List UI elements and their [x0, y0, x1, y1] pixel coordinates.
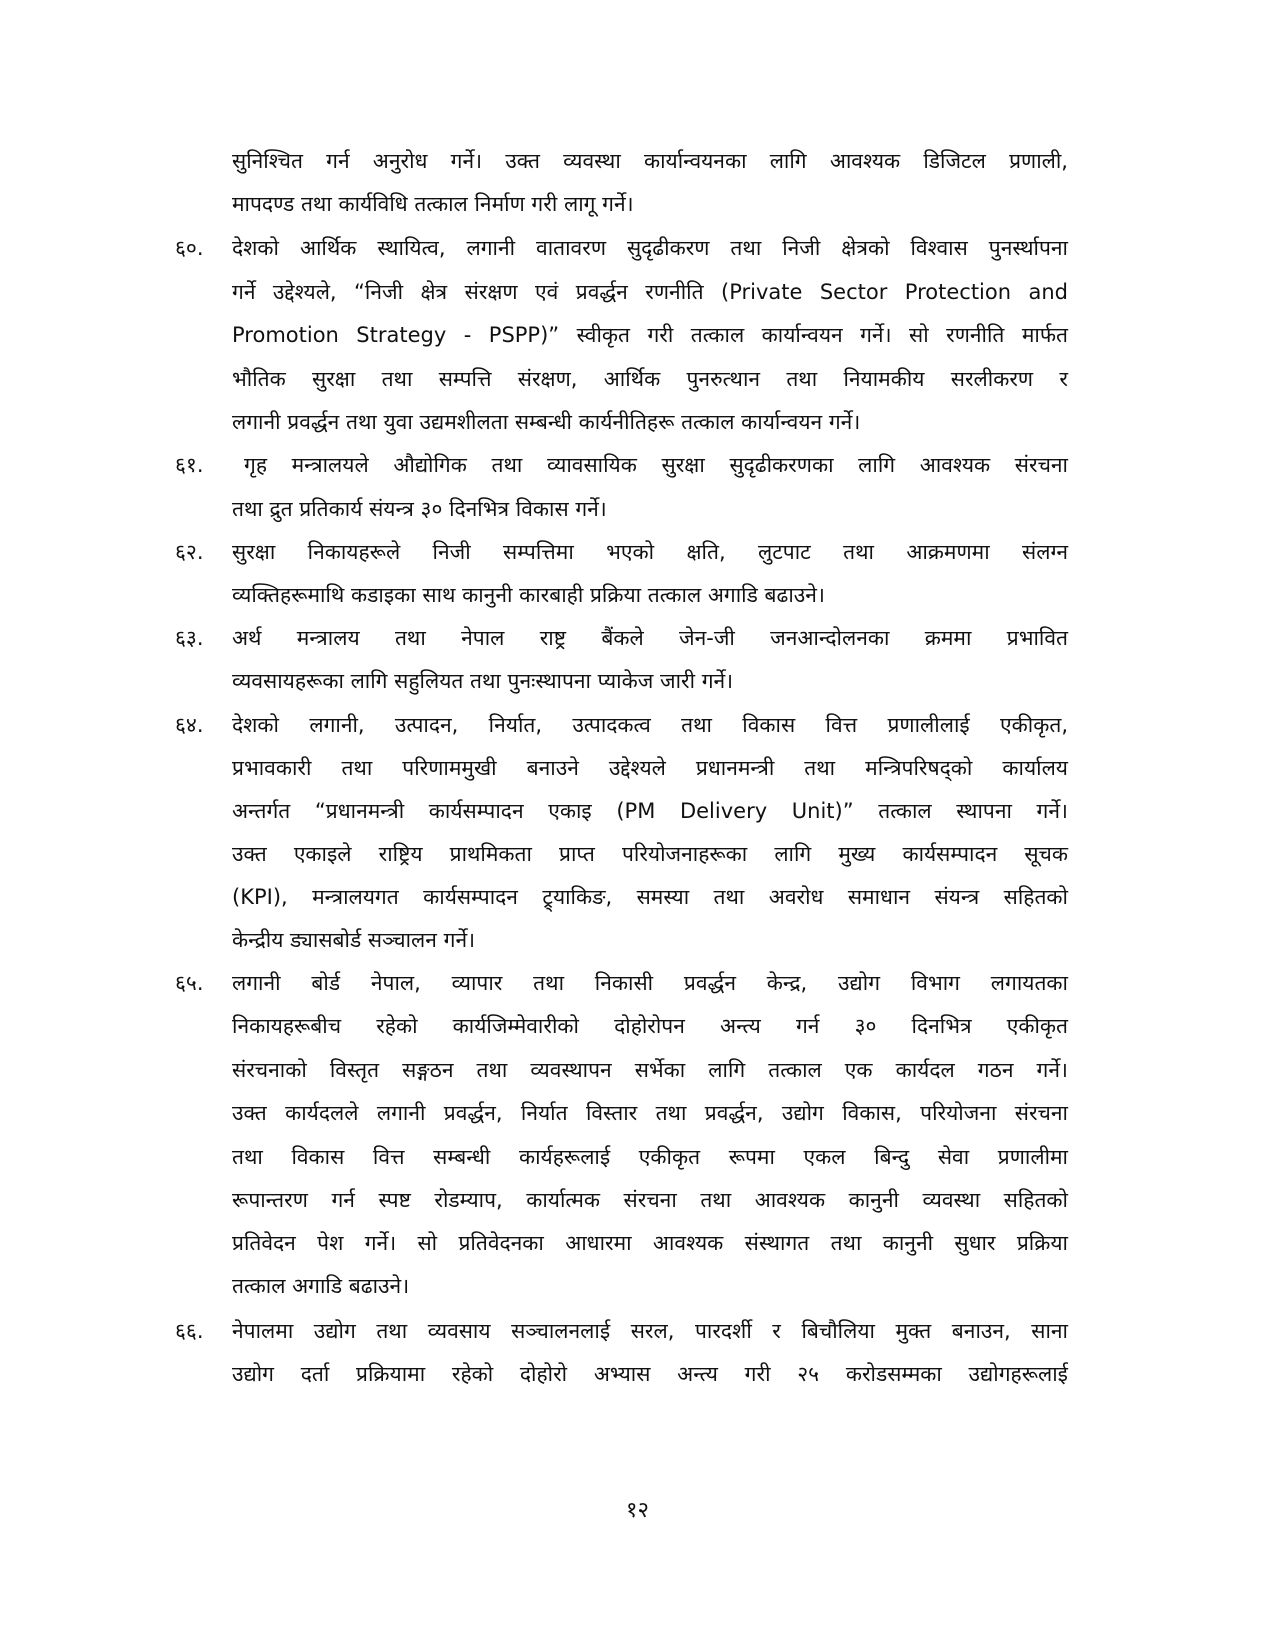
item-line: संरचनाको विस्तृत सङ्गठन तथा व्यवस्थापन सर्भेका लागि तत्काल एक कार्यदल गठन गर्ने।: [232, 1058, 1068, 1082]
item-line: लगानी प्रवर्द्धन तथा युवा उद्यमशीलता सम्बन्धी कार्यनीतिहरू तत्काल कार्यान्वयन गर्ने।: [232, 410, 861, 434]
item-line: उद्योग दर्ता प्रक्रियामा रहेको दोहोरो अभ्यास अन्त्य गरी २५ करोडसम्मका उद्योगहरूलाई: [232, 1362, 1068, 1386]
item-line: प्रतिवेदन पेश गर्ने। सो प्रतिवेदनका आधारमा आवश्यक संस्थागत तथा कानुनी सुधार प्रक्रिया: [232, 1231, 1068, 1255]
item-line: गर्ने उद्देश्यले, “निजी क्षेत्र संरक्षण एवं प्रवर्द्धन रणनीति (Private Sector Protection and: [232, 280, 1068, 304]
item-line: अर्थ मन्त्रालय तथा नेपाल राष्ट्र बैंकले जेन-जी जनआन्दोलनका क्रममा प्रभावित: [232, 626, 1068, 650]
intro-line: मापदण्ड तथा कार्यविधि तत्काल निर्माण गरी लागू गर्ने।: [232, 192, 634, 216]
item-number: ६६.: [175, 1319, 204, 1343]
item-line: Promotion Strategy - PSPP)” स्वीकृत गरी तत्काल कार्यान्वयन गर्ने। सो रणनीति मार्फत: [232, 323, 1068, 347]
item-line: लगानी बोर्ड नेपाल, व्यापार तथा निकासी प्रवर्द्धन केन्द्र, उद्योग विभाग लगायतका: [232, 971, 1068, 995]
item-line: सुरक्षा निकायहरूले निजी सम्पत्तिमा भएको क्षति, लुटपाट तथा आक्रमणमा संलग्न: [232, 540, 1068, 564]
intro-line: सुनिश्चित गर्न अनुरोध गर्ने। उक्त व्यवस्था कार्यान्वयनका लागि आवश्यक डिजिटल प्रणाली,: [232, 149, 1068, 173]
item-line: निकायहरूबीच रहेको कार्यजिम्मेवारीको दोहोरोपन अन्त्य गर्न ३० दिनभित्र एकीकृत: [232, 1014, 1068, 1038]
item-line: व्यवसायहरूका लागि सहुलियत तथा पुनःस्थापना प्याकेज जारी गर्ने।: [232, 669, 734, 693]
item-line: गृह मन्त्रालयले औद्योगिक तथा व्यावसायिक सुरक्षा सुदृढीकरणका लागि आवश्यक संरचना: [244, 453, 1068, 477]
item-line: प्रभावकारी तथा परिणाममुखी बनाउने उद्देश्यले प्रधानमन्त्री तथा मन्त्रिपरिषद्को कार्यालय: [232, 756, 1068, 780]
item-number: ६४.: [175, 713, 204, 737]
item-line: व्यक्तिहरूमाथि कडाइका साथ कानुनी कारबाही प्रक्रिया तत्काल अगाडि बढाउने।: [232, 583, 825, 607]
item-number: ६१.: [175, 453, 204, 477]
item-line: केन्द्रीय ड्यासबोर्ड सञ्चालन गर्ने।: [232, 928, 476, 952]
item-line: भौतिक सुरक्षा तथा सम्पत्ति संरक्षण, आर्थिक पुनरुत्थान तथा नियामकीय सरलीकरण र: [232, 367, 1068, 391]
item-number: ६५.: [175, 971, 204, 995]
item-line: तथा विकास वित्त सम्बन्धी कार्यहरूलाई एकीकृत रूपमा एकल बिन्दु सेवा प्रणालीमा: [232, 1145, 1068, 1169]
item-line: देशको लगानी, उत्पादन, निर्यात, उत्पादकत्व तथा विकास वित्त प्रणालीलाई एकीकृत,: [232, 713, 1068, 737]
item-line: तत्काल अगाडि बढाउने।: [232, 1274, 410, 1298]
item-line: तथा द्रुत प्रतिकार्य संयन्त्र ३० दिनभित्र विकास गर्ने।: [232, 497, 607, 521]
page-number: १२: [626, 1498, 649, 1523]
item-line: नेपालमा उद्योग तथा व्यवसाय सञ्चालनलाई सरल, पारदर्शी र बिचौलिया मुक्त बनाउन, साना: [232, 1319, 1068, 1343]
item-line: अन्तर्गत “प्रधानमन्त्री कार्यसम्पादन एकाइ (PM Delivery Unit)” तत्काल स्थापना गर्ने।: [232, 799, 1068, 823]
item-line: (KPI), मन्त्रालयगत कार्यसम्पादन ट्र्याकिङ, समस्या तथा अवरोध समाधान संयन्त्र सहितको: [232, 885, 1068, 909]
item-line: उक्त एकाइले राष्ट्रिय प्राथमिकता प्राप्त परियोजनाहरूका लागि मुख्य कार्यसम्पादन सूचक: [232, 842, 1068, 866]
item-number: ६२.: [175, 540, 204, 564]
item-number: ६३.: [175, 626, 204, 650]
item-number: ६०.: [175, 236, 204, 260]
item-line: देशको आर्थिक स्थायित्व, लगानी वातावरण सुदृढीकरण तथा निजी क्षेत्रको विश्वास पुनर्स्थापना: [232, 236, 1068, 260]
item-line: उक्त कार्यदलले लगानी प्रवर्द्धन, निर्यात विस्तार तथा प्रवर्द्धन, उद्योग विकास, परियोजना संरचना: [232, 1101, 1068, 1125]
item-line: रूपान्तरण गर्न स्पष्ट रोडम्याप, कार्यात्मक संरचना तथा आवश्यक कानुनी व्यवस्था सहितको: [232, 1188, 1068, 1212]
